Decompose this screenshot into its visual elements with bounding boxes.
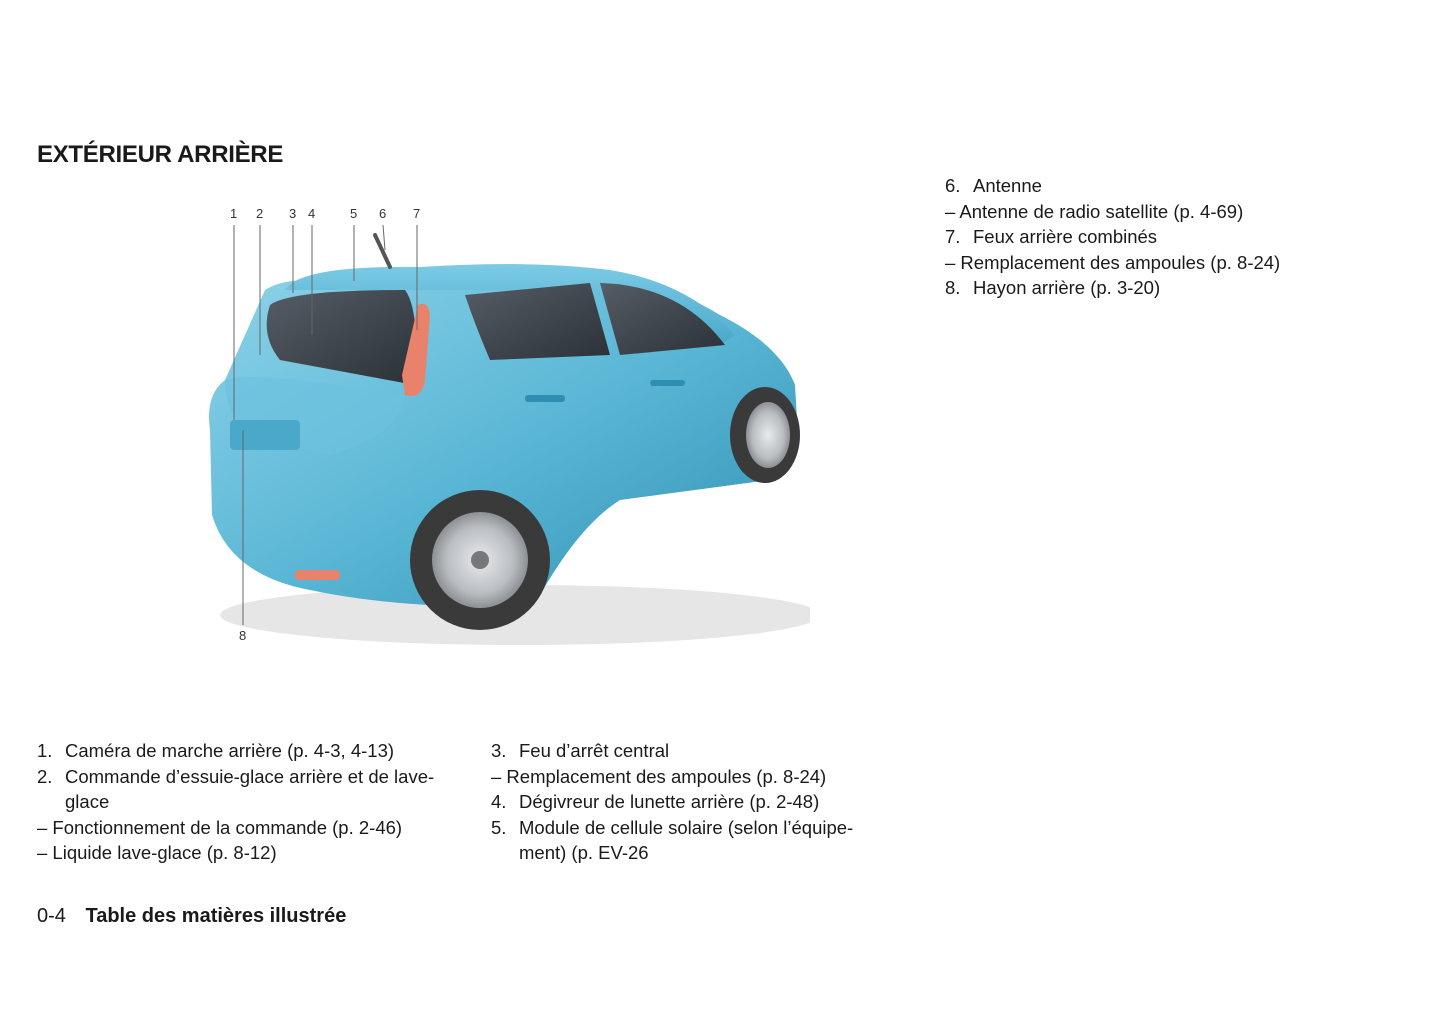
- callout-list-column-3: [945, 173, 1405, 301]
- list-item: 7. Feux arrière combinés: [945, 226, 1158, 247]
- callout-5: 5: [350, 206, 358, 221]
- door-handle-rear: [525, 395, 565, 402]
- page-footer: [37, 905, 346, 928]
- list-subitem: – Remplacement des ampoules (p. 8-24): [491, 765, 827, 787]
- callout-1: 1: [230, 206, 238, 221]
- list-item: 8. Hayon arrière (p. 3-20): [945, 277, 1161, 298]
- rear-wheel-hub: [471, 551, 489, 569]
- list-item: 3. Feu d’arrêt central: [491, 740, 670, 761]
- car-rear-illustration: [190, 195, 810, 655]
- list-subitem: – Antenne de radio satellite (p. 4-69): [945, 200, 1244, 222]
- callout-4: 4: [308, 206, 316, 221]
- list-item: 2. Commande d’essuie-glace arrière et de lave-glace: [37, 765, 435, 812]
- rear-reflector: [295, 570, 340, 580]
- callout-list-column-1: [37, 738, 467, 866]
- front-wheel-rim: [746, 402, 790, 468]
- callout-list-column-2: [491, 738, 891, 866]
- license-plate-area: [230, 420, 300, 450]
- list-item: 1. Caméra de marche arrière (p. 4-3, 4-13): [37, 740, 395, 761]
- list-item: 4. Dégivreur de lunette arrière (p. 2-48): [491, 791, 820, 812]
- section-title: EXTÉRIEUR ARRIÈRE: [37, 141, 284, 168]
- list-subitem: – Fonctionnement de la commande (p. 2-46): [37, 816, 403, 838]
- callout-3: 3: [289, 206, 297, 221]
- callout-7: 7: [413, 206, 421, 221]
- page-number: 0-4: [37, 905, 66, 927]
- door-handle-front: [650, 380, 685, 386]
- list-subitem: – Liquide lave-glace (p. 8-12): [37, 842, 277, 863]
- antenna: [375, 235, 390, 267]
- list-item: 5. Module de cellule solaire (selon l’équipe-ment) (p. EV-26: [491, 816, 854, 863]
- callout-2: 2: [256, 206, 264, 221]
- footer-title: Table des matières illustrée: [85, 905, 347, 927]
- list-item: 6. Antenne: [945, 175, 1042, 196]
- callout-6: 6: [379, 206, 387, 221]
- list-subitem: – Remplacement des ampoules (p. 8-24): [945, 251, 1281, 273]
- callout-8: 8: [239, 628, 247, 643]
- side-window-rear: [465, 283, 610, 360]
